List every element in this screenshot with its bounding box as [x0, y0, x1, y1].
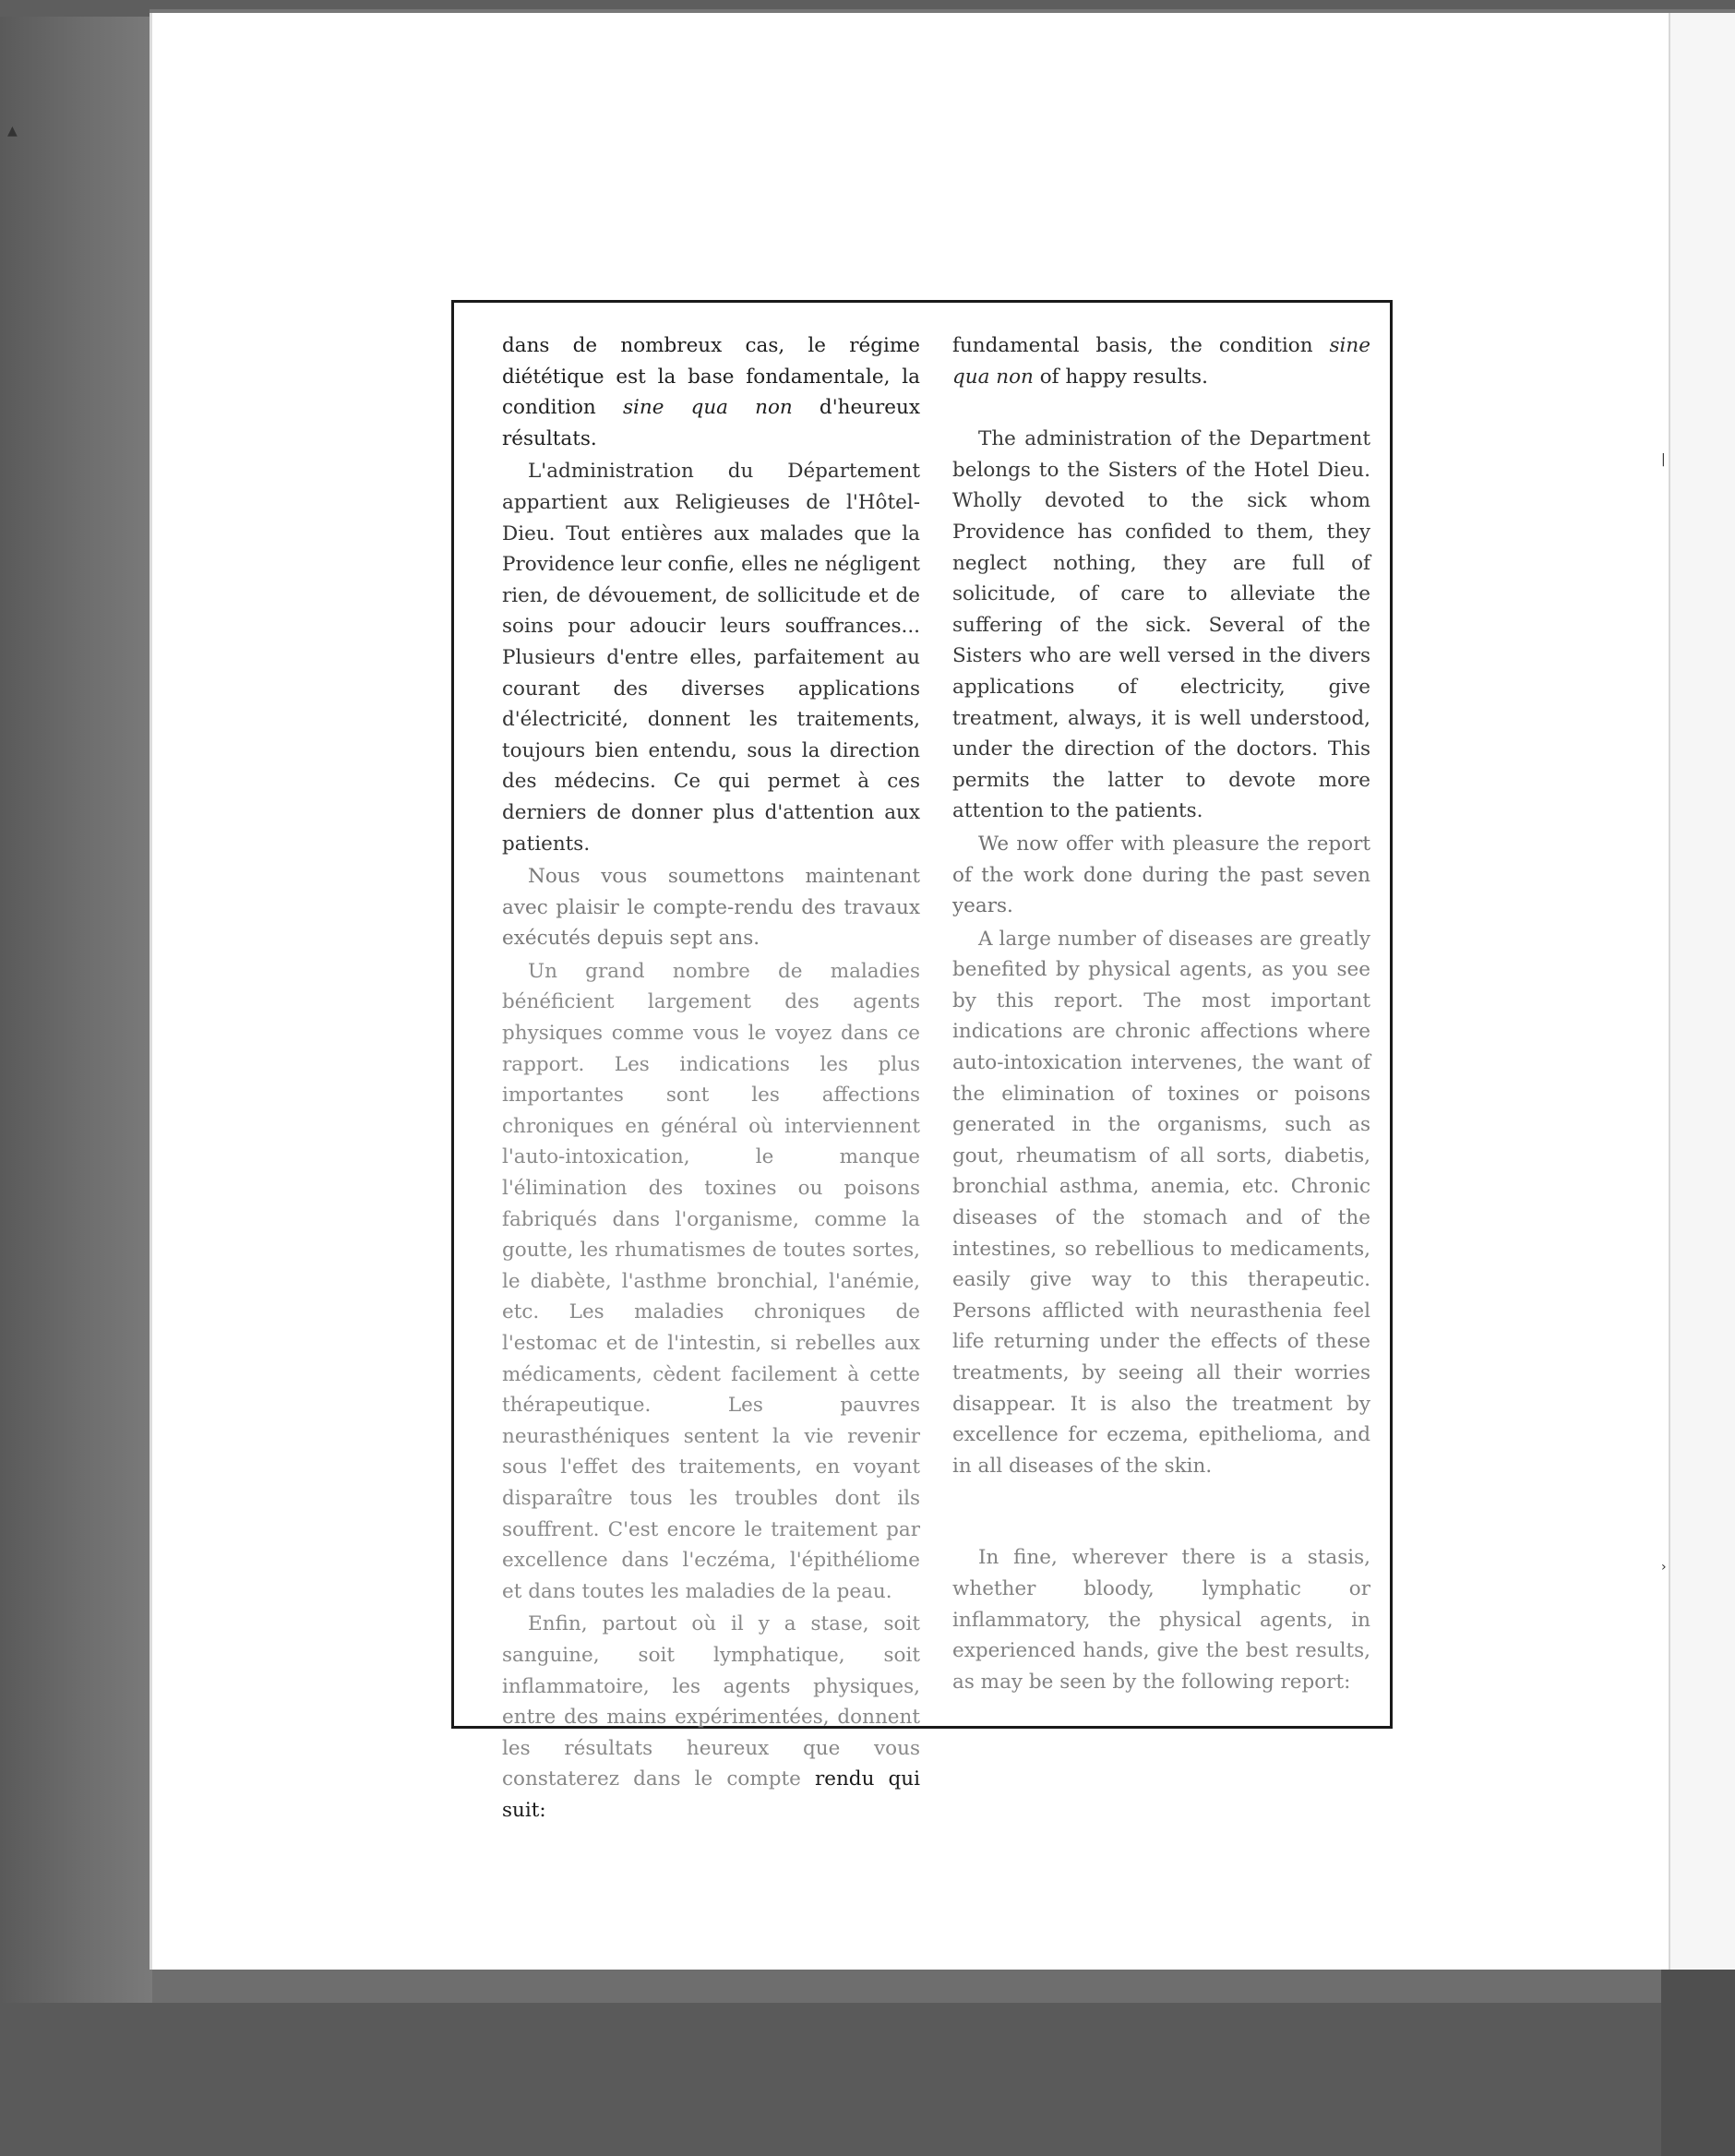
- latin-phrase: sine qua non: [952, 334, 1370, 389]
- scanner-background-left: [0, 0, 152, 2156]
- english-paragraph-3: We now offer with pleasure the report of the work done during the past seven years.: [952, 832, 1370, 918]
- french-paragraph-1: [502, 330, 920, 454]
- english-paragraph-5: In fine, wherever there is a stasis, whether bloody, lymphatic or inflammatory, the physical agents, in experienced hands, give the best results, as may be seen by the following report:: [952, 1546, 1370, 1694]
- english-paragraph-1: [952, 330, 1370, 392]
- scanner-background-bottom: [0, 2003, 1735, 2156]
- english-paragraph-2: The administration of the Department belongs to the Sisters of the Hotel Dieu. Wholly devoted to the sick whom Providence has confided to them, they neglect nothing, they are full of solicitude, of care to alleviate the suffering of the sick. Several of the Sisters who are well versed in the divers applications of electricity, give treatment, always, it is well understood, under the direction of the doctors. This permits the latter to devote more attention to the patients.: [952, 427, 1370, 823]
- english-text: of happy results.: [1033, 365, 1208, 389]
- page-edge-mark: |: [1661, 452, 1666, 467]
- english-column: [952, 330, 1370, 1697]
- french-paragraph-4: Un grand nombre de maladies bénéficient largement des agents physiques comme vous le voyez dans ce rapport. Les indications les plus importantes sont les affections chroniques en général où interviennent l'auto-intoxication, le manque l'élimination des toxines ou poisons fabriqués dans l'organisme, comme la goutte, les rhumatismes de toutes sortes, le diabète, l'asthme bronchial, l'anémie, etc. Les maladies chroniques de l'estomac et de l'intestin, si rebelles aux médicaments, cèdent facilement à cette thérapeutique. Les pauvres neurasthéniques sentent la vie revenir sous l'effet des traitements, en voyant disparaître tous les troubles dont ils souffrent. C'est encore le traitement par excellence dans l'eczéma, l'épithéliome et dans toutes les maladies de la peau.: [502, 959, 920, 1603]
- french-text: d'heureux résultats.: [502, 396, 920, 450]
- french-text: Enfin, partout où il y a stase, soit sanguine, soit lymphatique, soit inflammatoire, les agents physiques, entre des mains expérimentées, donnent les résultats heureux que vous constaterez dans le compte: [502, 1612, 920, 1791]
- english-text: fundamental basis, the condition: [952, 334, 1330, 357]
- french-paragraph-3: Nous vous soumettons maintenant avec plaisir le compte-rendu des travaux exécutés depuis sept ans.: [502, 865, 920, 951]
- french-paragraph-5: [502, 1609, 920, 1826]
- english-paragraph-4: A large number of diseases are greatly benefited by physical agents, as you see by this report. The most important indications are chronic affections where auto-intoxication intervenes, the want of the elimination of toxines or poisons generated in the organisms, such as gout, rheumatism of all sorts, diabetis, bronchial asthma, anemia, etc. Chronic diseases of the stomach and of the intestines, so rebellious to medicaments, easily give way to this therapeutic. Persons afflicted with neurasthenia feel life returning under the effects of these treatments, by seeing all their worries disappear. It is also the treatment by excellence for eczema, epithelioma, and in all diseases of the skin.: [952, 927, 1370, 1478]
- adjacent-page-edge: [1669, 13, 1735, 1970]
- page-edge-mark: ›: [1661, 1560, 1667, 1575]
- latin-phrase: sine qua non: [622, 396, 793, 420]
- scan-speck: ▲: [7, 124, 18, 138]
- french-paragraph-2: L'administration du Département appartient aux Religieuses de l'Hôtel-Dieu. Tout entières aux malades que la Providence leur confie, elles ne négligent rien, de dévouement, de sollicitude et de soins pour adoucir leurs souffrances... Plusieurs d'entre elles, parfaitement au courant des diverses applications d'électricité, donnent les traitements, toujours bien entendu, sous la direction des médecins. Ce qui permet à ces derniers de donner plus d'attention aux patients.: [502, 460, 920, 856]
- french-column: [502, 330, 920, 1827]
- french-text: dans de nombreux cas, le régime diététique est la base fondamentale, la condition: [502, 334, 920, 420]
- bordered-text-frame: [451, 300, 1393, 1822]
- french-text: rendu qui suit:: [502, 1767, 920, 1822]
